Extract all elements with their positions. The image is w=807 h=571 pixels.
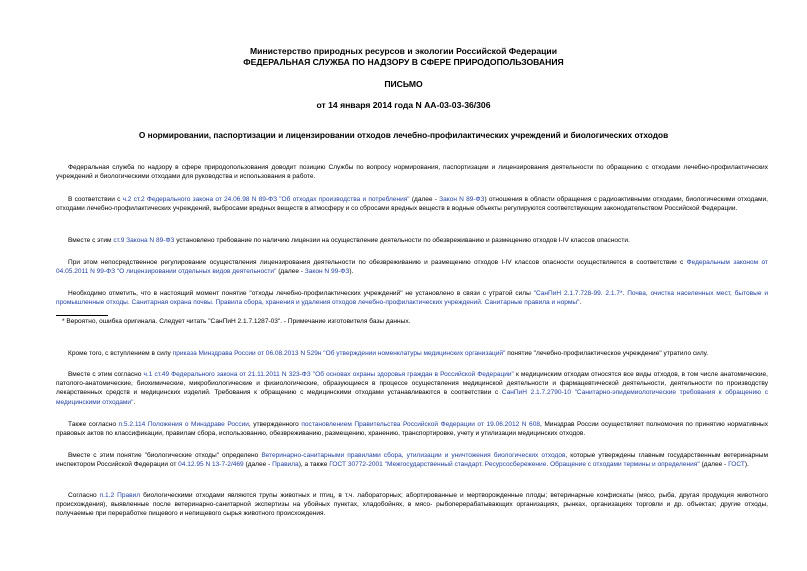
- link-sanpin-title[interactable]: Почва, очистка населенных мест, бытовые и промышленные отходы. Санитарная охрана почвы. Правила сбора, хранения и удаления отходов лечебно-профилактических учреждений. Санитарные правила и нормы": [56, 290, 769, 307]
- link-rules-date-number[interactable]: 04.12.95 N 13-7-2/469: [178, 461, 244, 469]
- paragraph-text: Кроме того, с вступлением в силу: [68, 350, 173, 357]
- paragraph-text: В соответствии с: [68, 196, 123, 203]
- link-resolution-608[interactable]: постановлением Правительства Российской Федерации от 19.06.2012 N 608: [301, 421, 540, 428]
- paragraph-7: [56, 370, 768, 407]
- link-regulation-minzdrav[interactable]: п.5.2.114 Положения о Минздраве России: [118, 421, 249, 428]
- paragraph-text: , которые утверждены главным государственным ветеринарным инспектором Российской Федерации от: [56, 452, 768, 469]
- link-rules-item-1-2[interactable]: п.1.2 Правил: [99, 492, 141, 499]
- paragraph-text: .: [622, 290, 628, 297]
- link-sanpin-728-99[interactable]: "СанПиН 2.1.7.728-99. 2.1.7*: [533, 290, 623, 297]
- paragraph-text: При этом непосредственное регулирование осуществления лицензирования деятельности по обезвреживанию и размещению отходов I-IV классов опасности осуществляется в соответствии с: [68, 259, 687, 266]
- paragraph-text: Вместе с этим: [68, 237, 114, 244]
- paragraph-text: , Минздрав России осуществляет полномочия по принятию нормативных правовых актов по классификации, правилам сбора, использованию, обезвреживанию, размещению, хранению, транспортировке, учету и утилизации медицинских отходов.: [56, 421, 769, 438]
- document-title: О нормировании, паспортизации и лицензировании отходов лечебно-профилактических учреждений и биологических отходов: [138, 130, 669, 140]
- paragraph-3: [56, 236, 768, 245]
- link-gost-30772-2001[interactable]: ГОСТ 30772-2001 "Межгосударственный стандарт. Ресурсосбережение. Обращение с отходами термины и определения": [329, 461, 700, 469]
- paragraph-text: (далее -: [409, 196, 440, 203]
- link-law-89fz[interactable]: Закон N 89-ФЗ: [439, 196, 485, 203]
- paragraph-text: Также согласно: [68, 421, 119, 428]
- link-law-323fz[interactable]: ч.1 ст.49 Федерального закона от 21.11.2011 N 323-ФЗ "Об основах охраны здоровья граждан в Российской Федерации": [143, 371, 514, 378]
- document-date-number: от 14 января 2014 года N АА-03-03-36/306: [316, 100, 491, 110]
- paragraph-text: , утвержденного: [248, 421, 302, 428]
- paragraph-text: ), а также: [298, 461, 330, 469]
- link-law-89fz-article-9[interactable]: ст.9 Закона N 89-ФЗ: [113, 237, 175, 244]
- link-order-529n[interactable]: приказа Минздрава России от 06.08.2013 N 529н "Об утверждении номенклатуры медицинских организаций": [172, 350, 506, 357]
- paragraph-text: Вместе с этим понятие "биологические отходы" определено: [68, 452, 262, 459]
- paragraph-2: [56, 195, 768, 213]
- paragraph-text: (далее -: [276, 268, 305, 276]
- paragraph-text: ).: [744, 461, 749, 469]
- paragraph-4: [56, 258, 768, 276]
- paragraph-text: биологическими отходами являются трупы животных и птиц, в т.ч. лабораторных; абортированные и мертворожденные плоды; ветеринарные конфискаты (мясо, рыба, другая продукция животного происхождения), выявленные после ветеринарно-санитарной экспертизы на убойных пунктах, хладобойнях, в мясо- рыбоперерабатывающих организациях, рынках, организациях торговли и др. объектах; другие отходы, получаемые при переработке пищевого и непищевого сырья животного происхождения.: [56, 492, 768, 518]
- link-rules[interactable]: Правила: [272, 461, 299, 469]
- link-veterinary-rules[interactable]: Ветеринарно-санитарными правилами сбора, утилизации и уничтожения биологических отходов: [261, 452, 566, 459]
- link-law-99fz-full[interactable]: Федеральным законом от 04.05.2011 N 99-ФЗ "О лицензировании отдельных видов деятельности": [56, 259, 769, 276]
- paragraph-text: Необходимо отметить, что в настоящий момент понятие "отходы лечебно-профилактических учреждений" не установлено в связи с утратой силы: [68, 290, 534, 297]
- document-type: ПИСЬМО: [384, 79, 423, 89]
- link-gost[interactable]: ГОСТ: [728, 461, 745, 469]
- link-sanpin-2790-10[interactable]: СанПиН 2.1.7.2790-10 "Санитарно-эпидемиологические требования к обращению с медицинскими отходами": [56, 389, 768, 406]
- paragraph-text: Вместе с этим согласно: [68, 371, 144, 378]
- paragraph-text: (далее -: [699, 461, 729, 469]
- paragraph-9: [56, 451, 768, 469]
- paragraph-text: .: [579, 299, 582, 307]
- paragraph-text: ).: [349, 268, 354, 276]
- paragraph-text: к медицинским отходам относятся все виды отходов, в том числе анатомические, патолого-анатомические, биохимические, микробиологические и физиологические, образующиеся в процессе осуществления медицинской деятельности и фармацевтической деятельности, деятельности по производству лекарственных средств и медицинских изделий. Требования к обращению с медицинскими отходами устанавливаются в соответствии с: [56, 371, 769, 397]
- paragraph-text: (далее -: [243, 461, 273, 469]
- footnote: [62, 317, 768, 326]
- paragraph-text: установлено требование по наличию лицензии на осуществление деятельности по обезвреживанию и размещению отходов I-IV классов опасности.: [174, 237, 630, 244]
- service-name: ФЕДЕРАЛЬНАЯ СЛУЖБА ПО НАДЗОРУ В СФЕРЕ ПРИРОДОПОЛЬЗОВАНИЯ: [243, 57, 564, 67]
- ministry-name: Министерство природных ресурсов и экологии Российской Федерации: [250, 46, 557, 56]
- paragraph-10: [56, 491, 768, 519]
- paragraph-text: .: [133, 398, 136, 406]
- paragraph-text: ) отношения в области обращения с радиоактивными отходами, биологическими отходами, отходами лечебно-профилактических учреждений, выбросами вредных веществ в атмосферу и со сбросами вредных веществ в водные объекты регулируются соответствующим законодательством Российской Федерации.: [56, 196, 768, 213]
- paragraph-6: [56, 349, 768, 358]
- paragraph-8: [56, 420, 768, 438]
- link-law-89fz-article-2[interactable]: ч.2 ст.2 Федерального закона от 24.06.98 N 89-ФЗ "Об отходах производства и потребления": [122, 196, 410, 203]
- footnote-divider: [56, 315, 108, 316]
- footnote-text: * Вероятно, ошибка оригинала. Следует читать "СанПиН 2.1.7.1287-03". - Примечание изготовителя базы данных.: [62, 318, 411, 325]
- paragraph-text: Согласно: [68, 492, 100, 499]
- paragraph-5: [56, 289, 768, 307]
- paragraph-text: Федеральная служба по надзору в сфере природопользования доводит позицию Службы по вопросу нормирования, паспортизации и лицензирования деятельности по обращению с отходами лечебно-профилактических учреждений и биологическими отходами для руководства и использования в работе.: [56, 164, 768, 181]
- paragraph-text: понятие "лечебно-профилактическое учреждение" утратило силу.: [505, 350, 709, 357]
- link-law-99fz[interactable]: Закон N 99-ФЗ: [304, 268, 350, 276]
- paragraph-1: [56, 163, 768, 181]
